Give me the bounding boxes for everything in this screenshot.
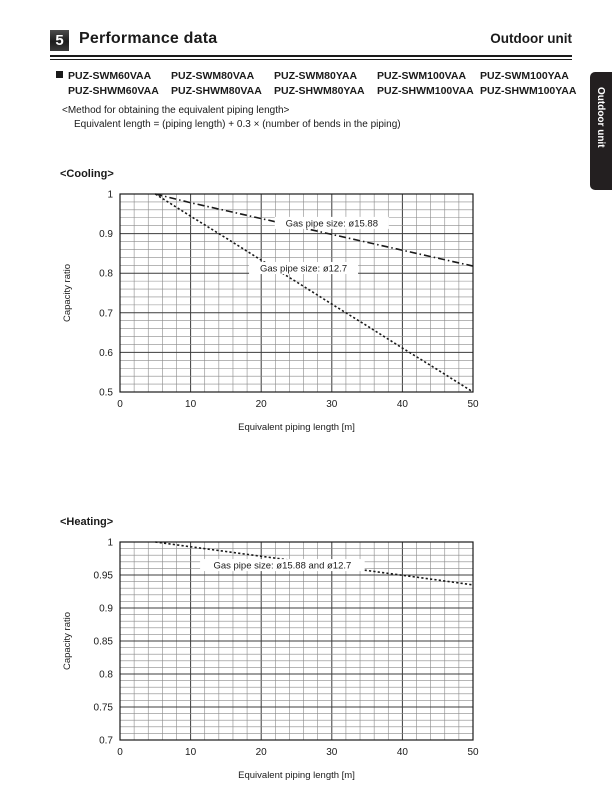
header-rule-thin: [50, 59, 572, 60]
y-axis-title: Capacity ratio: [62, 611, 73, 671]
model-name: PUZ-SWM80VAA: [171, 70, 255, 82]
x-tick-label: 40: [396, 747, 408, 758]
side-tab-outdoor-unit[interactable]: [590, 72, 612, 190]
y-tick-label: 0.8: [99, 669, 113, 681]
model-name: PUZ-SWM100YAA: [480, 70, 569, 82]
y-tick-label: 1: [107, 537, 113, 549]
method-note: [62, 105, 401, 130]
model-list: [56, 70, 583, 100]
series-label: Gas pipe size: ø15.88 and ø12.7: [213, 560, 352, 572]
model-name: PUZ-SHWM60VAA: [68, 85, 159, 97]
heating-chart-caption: <Heating>: [60, 516, 114, 528]
cooling-chart: [50, 186, 520, 436]
grid-lines: [120, 542, 473, 740]
x-tick-label: 40: [396, 399, 408, 410]
x-tick-label: 0: [117, 399, 123, 410]
method-formula: Equivalent length = (piping length) + 0.3 × (number of bends in the piping): [74, 119, 401, 130]
y-tick-label: 0.9: [99, 603, 113, 615]
model-name: PUZ-SHWM100VAA: [377, 85, 474, 97]
model-name: PUZ-SHWM100YAA: [480, 85, 577, 97]
y-tick-label: 0.7: [99, 735, 113, 747]
side-tab-label: Outdoor unit: [595, 87, 606, 148]
y-tick-label: 0.8: [99, 268, 113, 280]
heating-chart-block: [50, 516, 520, 784]
model-name: PUZ-SHWM80VAA: [171, 85, 262, 97]
model-row: [56, 70, 583, 85]
x-axis-title: Equivalent piping length [m]: [238, 770, 355, 781]
model-row: [56, 85, 583, 100]
series-line: [155, 194, 473, 266]
square-bullet-icon: [56, 71, 63, 78]
y-tick-label: 0.85: [93, 636, 113, 648]
header-section-label: Outdoor unit: [490, 31, 572, 46]
y-tick-label: 0.7: [99, 308, 113, 320]
header-rule-thick: [50, 55, 572, 57]
x-tick-label: 50: [467, 399, 479, 410]
x-tick-label: 30: [326, 747, 338, 758]
y-tick-label: 0.9: [99, 229, 113, 241]
x-tick-label: 30: [326, 399, 338, 410]
model-name: PUZ-SHWM80YAA: [274, 85, 365, 97]
model-name: PUZ-SWM100VAA: [377, 70, 467, 82]
chapter-number-badge: 5: [50, 30, 69, 51]
cooling-chart-block: [50, 168, 520, 436]
y-tick-label: 1: [107, 189, 113, 201]
x-tick-label: 50: [467, 747, 479, 758]
y-tick-label: 0.5: [99, 387, 113, 399]
series-label: Gas pipe size: ø12.7: [259, 263, 348, 275]
y-tick-label: 0.6: [99, 347, 113, 359]
x-tick-label: 10: [185, 747, 197, 758]
x-axis-title: Equivalent piping length [m]: [238, 422, 355, 433]
model-name: PUZ-SWM80YAA: [274, 70, 358, 82]
x-tick-label: 0: [117, 747, 123, 758]
x-tick-label: 20: [255, 399, 267, 410]
method-heading: <Method for obtaining the equivalent piping length>: [62, 105, 290, 116]
y-axis-title: Capacity ratio: [62, 263, 73, 323]
y-tick-label: 0.75: [93, 702, 113, 714]
x-tick-label: 10: [185, 399, 197, 410]
heating-chart: [50, 534, 520, 784]
series-label: Gas pipe size: ø15.88: [285, 218, 379, 230]
model-name: PUZ-SWM60VAA: [68, 70, 152, 82]
y-tick-label: 0.95: [93, 570, 113, 582]
x-tick-label: 20: [255, 747, 267, 758]
page-title: Performance data: [79, 30, 218, 47]
cooling-chart-caption: <Cooling>: [60, 168, 114, 180]
